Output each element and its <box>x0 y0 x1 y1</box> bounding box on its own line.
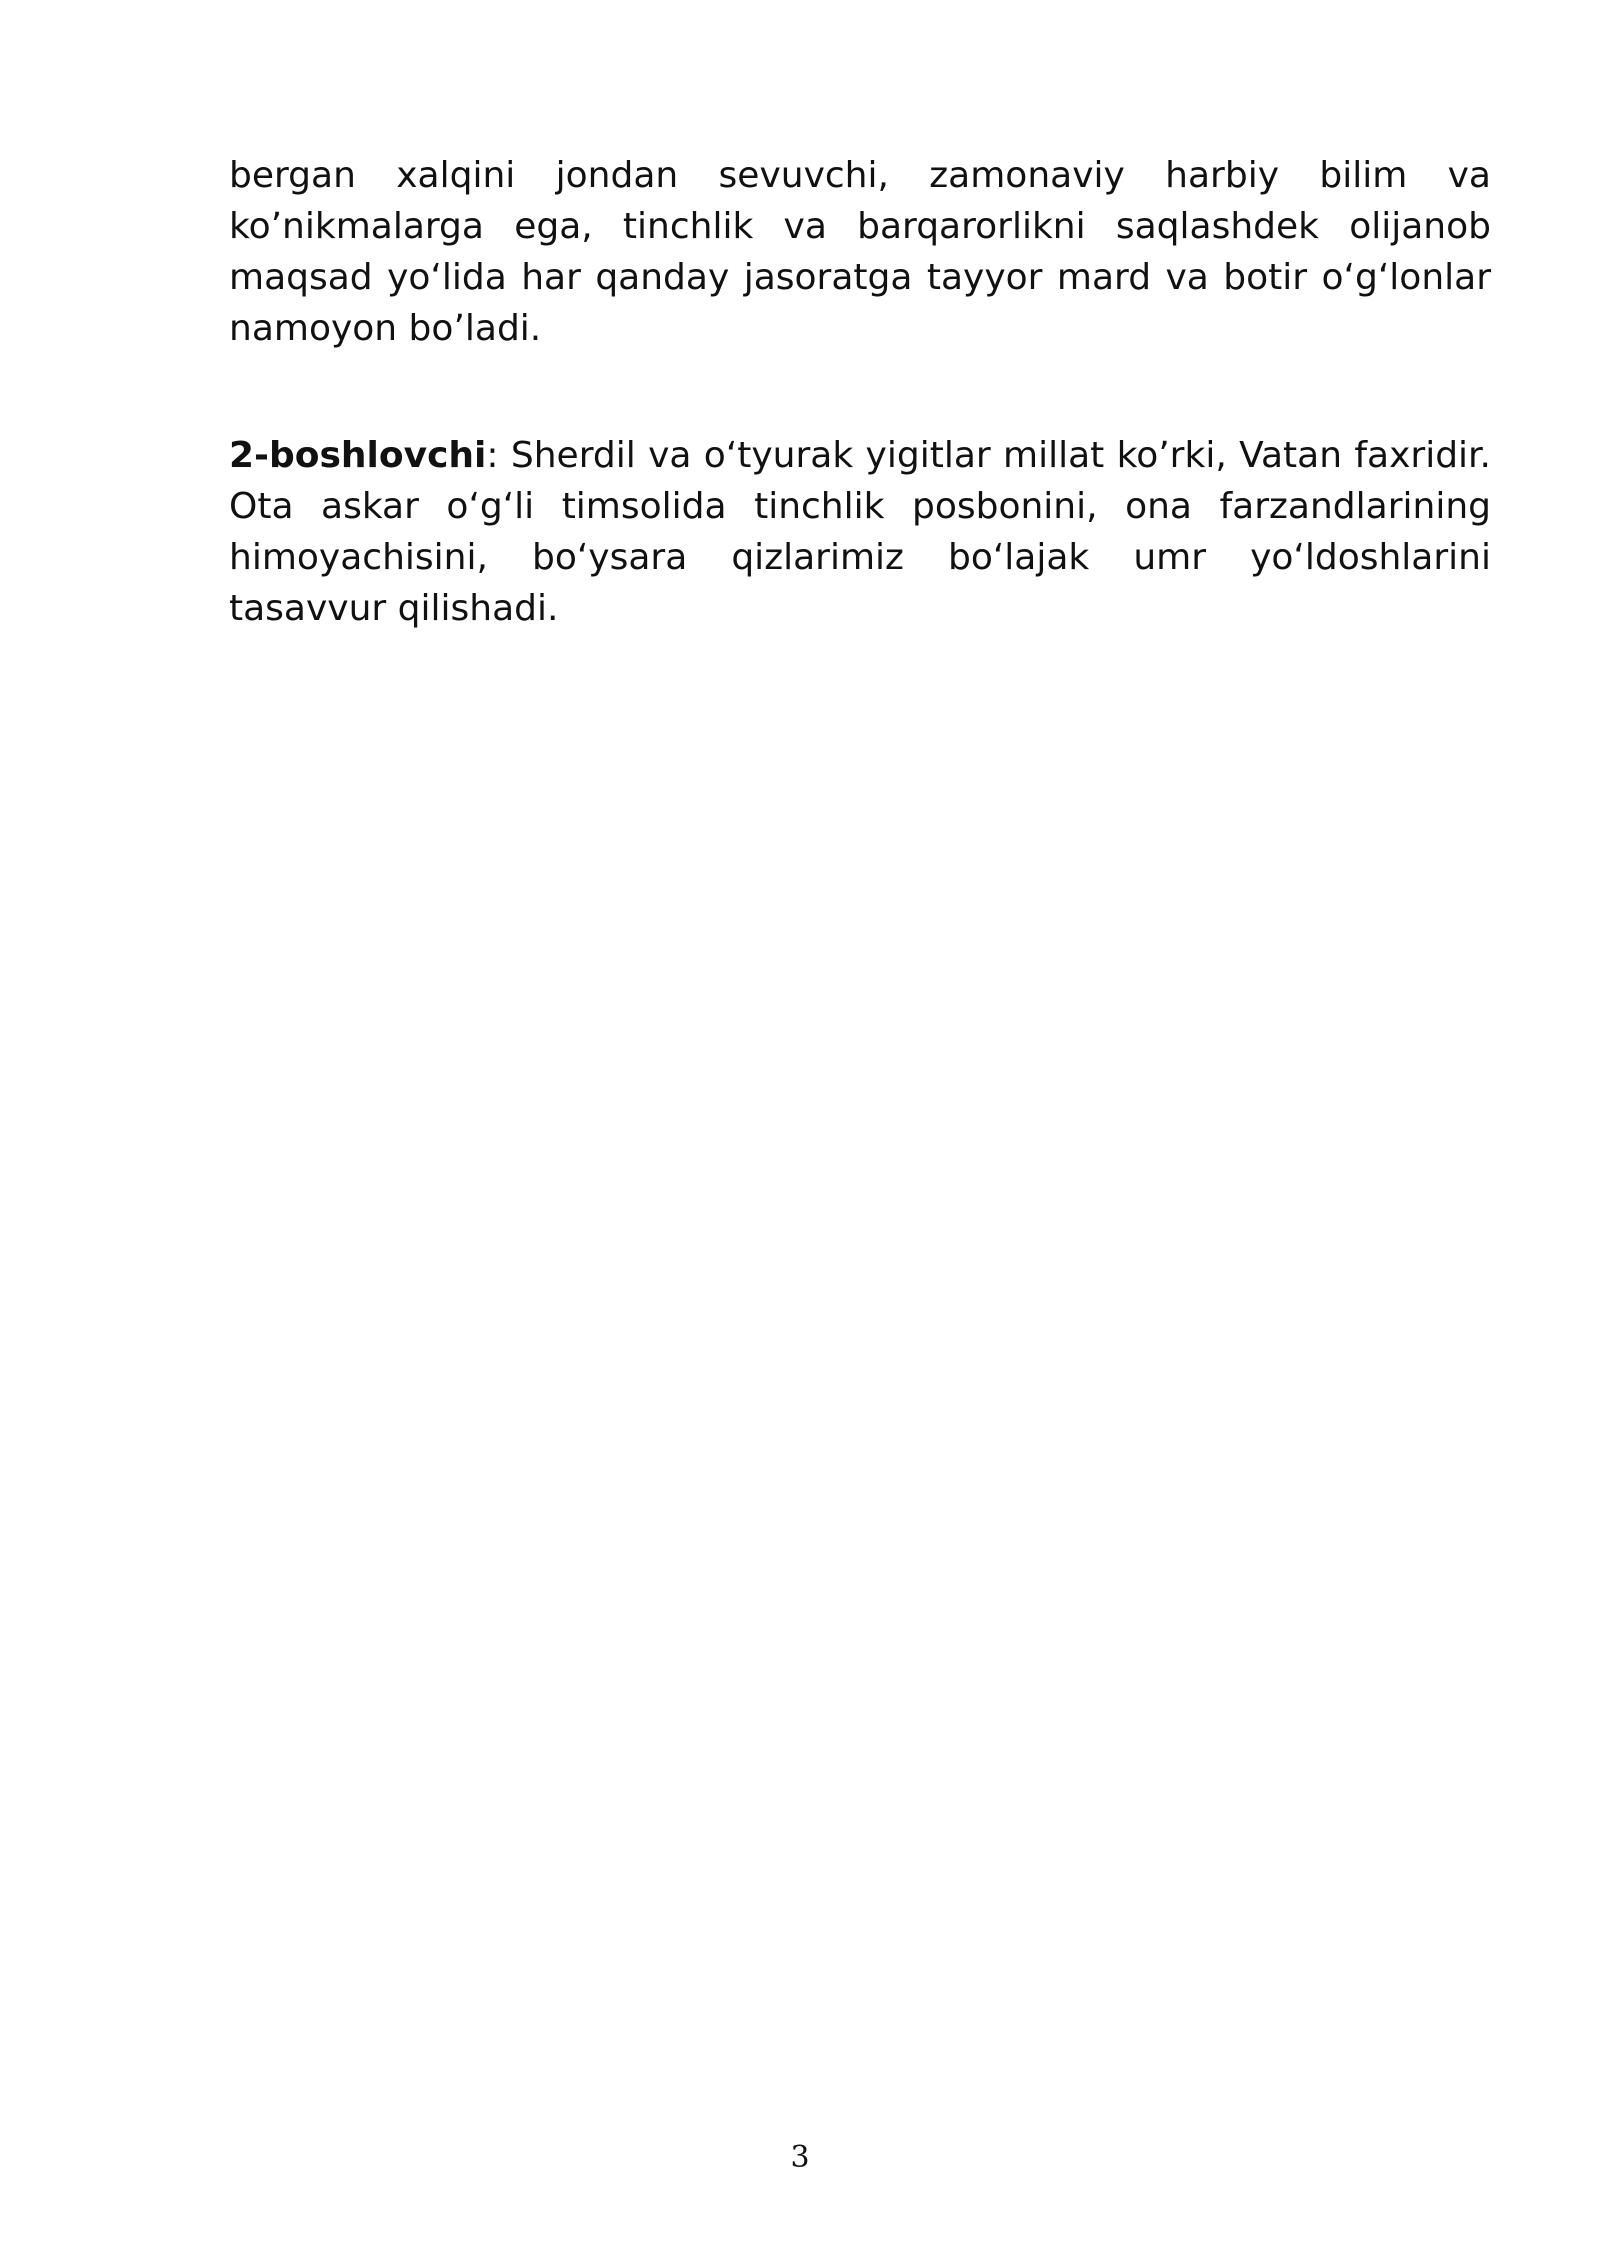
paragraph <box>229 150 1491 354</box>
page-number: 3 <box>790 2140 810 2175</box>
paragraph <box>229 430 1491 634</box>
speaker-label: 2-boshlovchi <box>229 435 487 476</box>
speaker-separator: : <box>486 435 511 476</box>
page-body <box>229 150 1491 634</box>
paragraph-text: Sherdil va o‘tyurak yigitlar millat ko’rki, Vatan faxridir. Ota askar o‘g‘li timsolida tinchlik posbonini, ona farzandlarining himoyachisini, bo‘ysara qizlarimiz bo‘lajak umr yo‘ldoshlarini tasavvur qilishadi. <box>229 435 1491 629</box>
paragraph-text: bergan xalqini jondan sevuvchi, zamonaviy harbiy bilim va ko’nikmalarga ega, tinchlik va barqarorlikni saqlashdek olijanob maqsad yo‘lida har qanday jasoratga tayyor mard va botir o‘g‘lonlar namoyon bo’ladi. <box>229 155 1491 349</box>
